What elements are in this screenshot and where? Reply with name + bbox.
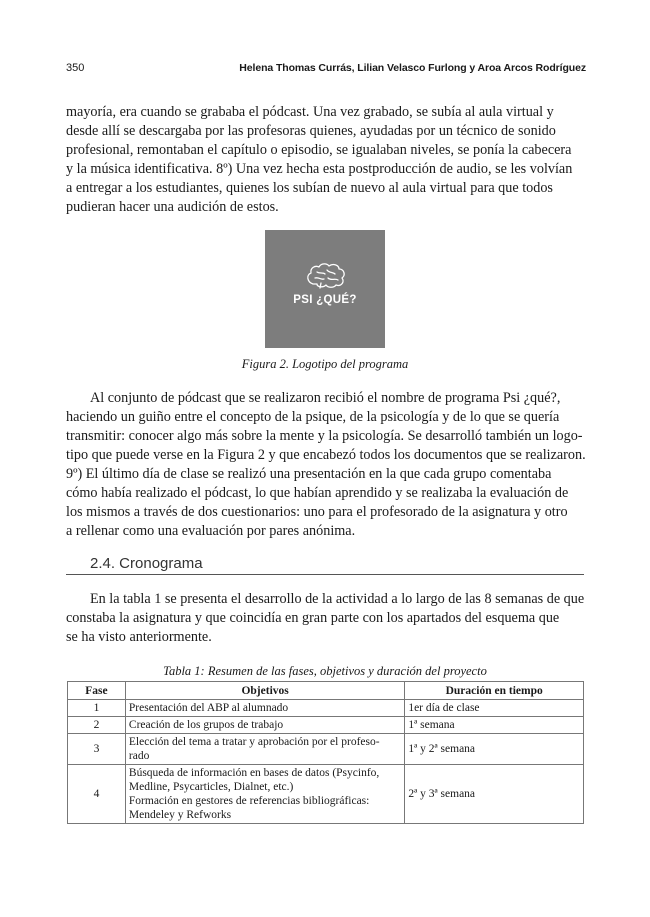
table-row [68,765,584,824]
text-line: 9º) El último día de clase se realizó una presentación en la que cada grupo comentaba [66,466,552,482]
program-logo [265,230,385,348]
table-row [68,734,584,765]
header-fase: Fase [68,682,126,700]
cell-fase: 1 [68,700,126,717]
cell-line: Elección del tema a tratar y aprobación por el profeso- [128,736,380,748]
text-line: constaba la asignatura y que coincidía en gran parte con los apartados del esquema que [66,610,560,626]
text-line: pudieran hacer una audición de estos. [66,199,279,215]
cell-objetivos [125,765,404,824]
text-line: transmitir: conocer algo más sobre la mente y la psicología. Se desarrolló también un logo- [66,428,583,444]
text-line: Al conjunto de pódcast que se realizaron recibió el nombre de programa Psi ¿qué?, [90,390,561,406]
text-line: haciendo un guiño entre el concepto de la psique, de la psicología y de lo que se quería [66,409,560,425]
text-line: profesional, remontaban el capítulo o episodio, se igualaban niveles, se ponía la cabecera [66,142,572,158]
cell-fase: 2 [68,717,126,734]
header-duracion: Duración en tiempo [405,682,584,700]
brain-icon [265,230,385,348]
schedule-table [67,681,584,824]
cell-objetivos [125,700,404,717]
cell-duracion: 1er día de clase [405,700,584,717]
paragraph-schedule-intro [66,590,584,647]
table-row [68,700,584,717]
logo-text: PSI ¿QUÉ? [293,294,357,306]
cell-line: rado [128,750,150,762]
text-line: los mismos a través de dos cuestionarios: uno para el profesorado de la asignatura y otro [66,504,568,520]
table-caption: Tabla 1: Resumen de las fases, objetivos y duración del proyecto [163,664,487,678]
section-heading: 2.4. Cronograma [90,555,203,572]
page-number: 350 [66,62,85,74]
cell-line: Mendeley y Refworks [128,809,232,821]
running-header-authors: Helena Thomas Currás, Lilian Velasco Furlong y Aroa Arcos Rodríguez [239,62,586,74]
cell-objetivos [125,717,404,734]
cell-objetivos [125,734,404,765]
cell-duracion: 2ª y 3ª semana [405,765,584,824]
figure-caption: Figura 2. Logotipo del programa [241,357,409,371]
header-objetivos: Objetivos [125,682,404,700]
text-line: se ha visto anteriormente. [66,629,212,645]
cell-fase: 3 [68,734,126,765]
paragraph-program-name [66,389,584,541]
cell-line: Búsqueda de información en bases de datos (Psycinfo, [128,767,380,779]
text-line: cómo había realizado el pódcast, lo que habían aprendido y se realizaba la evaluación de [66,485,569,501]
text-line: a rellenar como una evaluación por pares anónima. [66,523,356,539]
table-row [68,717,584,734]
cell-line: Formación en gestores de referencias bibliográficas: [128,795,370,807]
cell-line: Medline, Psycarticles, Dialnet, etc.) [128,781,294,793]
text-line: tipo que puede verse en la Figura 2 y que encabezó todos los documentos que se realizaron. [66,447,586,463]
text-line: y la música identificativa. 8º) Una vez hecha esta postproducción de audio, se les volvían [66,161,573,177]
cell-duracion: 1ª semana [405,717,584,734]
text-line: desde allí se descargaba por las profesoras quienes, ayudadas por un técnico de sonido [66,123,556,139]
cell-duracion: 1ª y 2ª semana [405,734,584,765]
cell-line: Creación de los grupos de trabajo [128,719,284,731]
text-line: mayoría, era cuando se grababa el pódcast. Una vez grabado, se subía al aula virtual y [66,104,554,120]
paragraph-podcast-process [66,103,584,217]
cell-line: Presentación del ABP al alumnado [128,702,289,714]
table-header-row [68,682,584,700]
section-divider [66,574,584,575]
cell-fase: 4 [68,765,126,824]
text-line: a entregar a los estudiantes, quienes los subían de nuevo al aula virtual para que todos [66,180,553,196]
page-header [66,62,586,78]
text-line: En la tabla 1 se presenta el desarrollo de la actividad a lo largo de las 8 semanas de que [90,591,585,607]
